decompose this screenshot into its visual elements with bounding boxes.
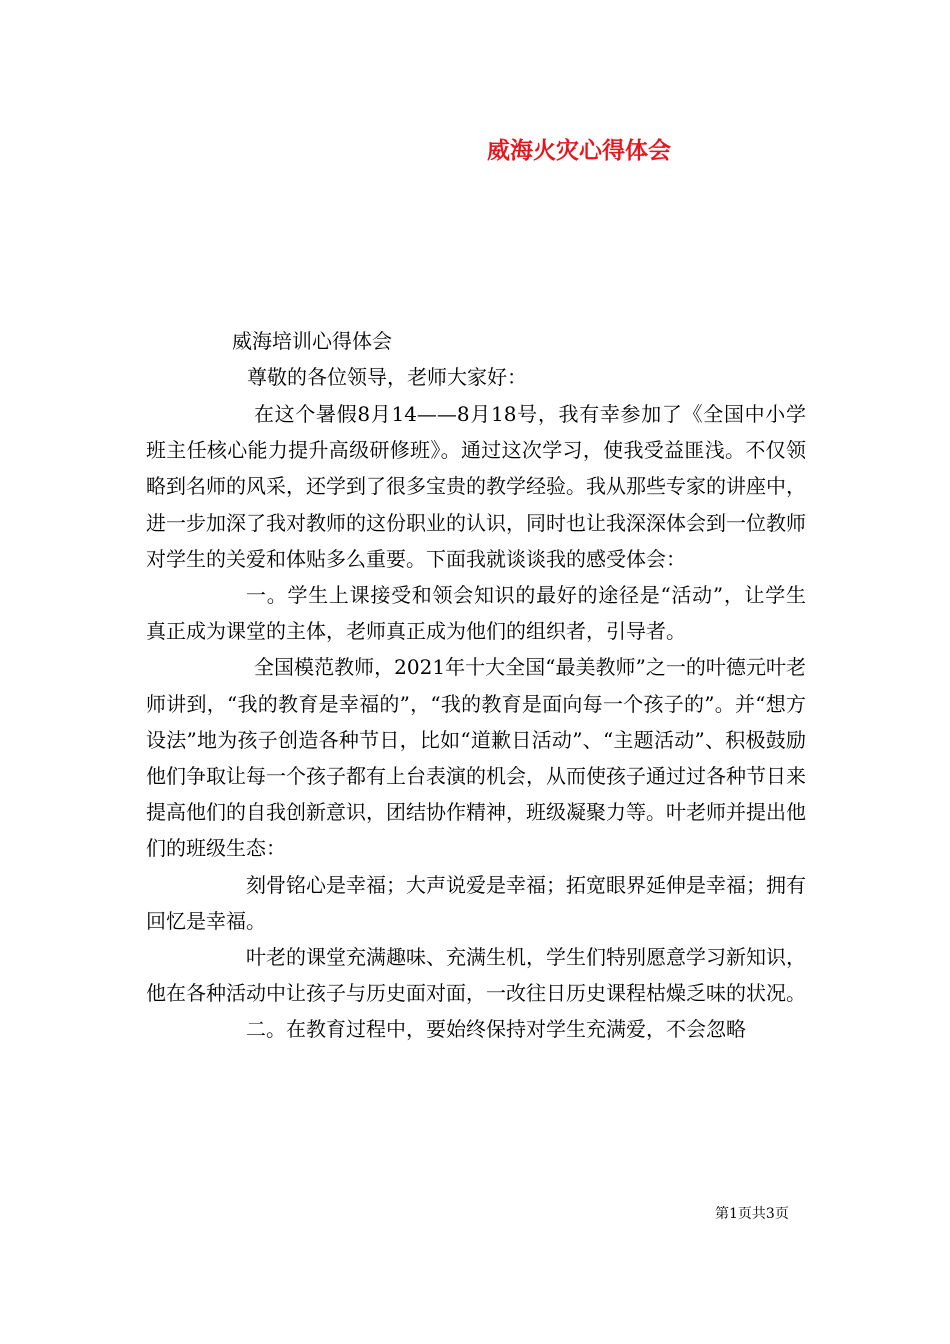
body-paragraph: 在这个暑假8月14——8月18号，我有幸参加了《全国中小学班主任核心能力提升高级研修班》。通过这次学习，使我受益匪浅。不仅领略到名师的风采，还学到了很多宝贵的教学经验。我从那些专家的讲座中，进一步加深了我对教师的这份职业的认识，同时也让我深深体会到一位教师对学生的关爱和体贴多么重要。下面我就谈谈我的感受体会：: [146, 402, 806, 571]
greeting-line: 尊敬的各位领导，老师大家好：: [247, 365, 527, 389]
body-paragraph: 刻骨铭心是幸福；大声说爱是幸福；拓宽眼界延伸是幸福；拥有回忆是幸福。: [146, 872, 806, 933]
document-subtitle: 威海培训心得体会: [232, 329, 392, 353]
body-paragraph: 二。在教育过程中，要始终保持对学生充满爱，不会忽略: [246, 1017, 746, 1042]
page-indicator: 第1页共3页: [715, 1206, 789, 1222]
body-paragraph: 全国模范教师，2021年十大全国“最美教师”之一的叶德元叶老师讲到，“我的教育是幸福的”，“我的教育是面向每一个孩子的”。并“想方设法”地为孩子创造各种节日，比如“道歉日活动”、“主题活动”、积极鼓励他们争取让每一个孩子都有上台表演的机会，从而使孩子通过过各种节日来提高他们的自我创新意识，团结协作精神，班级凝聚力等。叶老师并提出他们的班级生态：: [146, 655, 806, 861]
body-paragraph: 一。学生上课接受和领会知识的最好的途径是“活动”，让学生真正成为课堂的主体，老师真正成为他们的组织者，引导者。: [146, 583, 806, 644]
document-body: [146, 396, 806, 1048]
body-paragraph: 叶老的课堂充满趣味、充满生机，学生们特别愿意学习新知识，他在各种活动中让孩子与历史面对面，一改往日历史课程枯燥乏味的状况。: [146, 945, 806, 1006]
document-title: 威海火灾心得体会: [487, 137, 671, 164]
